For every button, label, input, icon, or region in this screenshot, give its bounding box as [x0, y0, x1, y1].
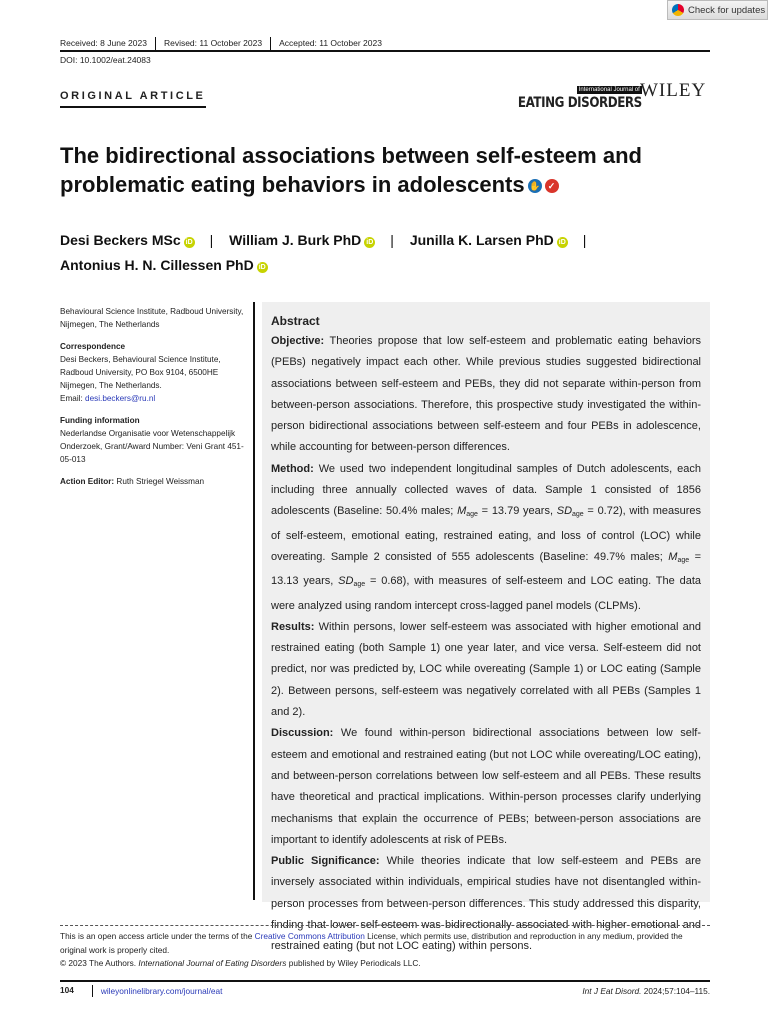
revised-date: Revised: 11 October 2023 — [155, 37, 270, 50]
email-link[interactable]: desi.beckers@ru.nl — [85, 394, 156, 403]
page-number: 104 — [60, 985, 93, 997]
abstract-section-label: Method: — [271, 462, 314, 475]
abstract-section-label: Public Significance: — [271, 855, 380, 868]
copyright-text: © 2023 The Authors. — [60, 958, 139, 968]
journal-url-link[interactable]: wileyonlinelibrary.com/journal/eat — [100, 986, 223, 996]
abstract-text: = 13.13 years, — [271, 550, 702, 588]
abstract-paragraph — [271, 459, 701, 617]
author[interactable]: Junilla K. Larsen PhD — [409, 232, 554, 248]
citation-journal: Int J Eat Disord. — [582, 986, 642, 996]
orcid-icon[interactable]: iD — [185, 239, 193, 246]
copyright-journal: International Journal of Eating Disorders — [138, 958, 287, 968]
abstract-paragraph — [271, 331, 701, 459]
abstract-section-label: Objective: — [271, 335, 325, 347]
abstract-paragraph — [271, 617, 701, 723]
column-divider — [253, 302, 255, 900]
editor-name: Ruth Striegel Weissman — [114, 477, 205, 486]
divider — [60, 925, 710, 926]
funding-heading: Funding information — [60, 416, 140, 425]
title-text: The bidirectional associations between self-esteem and problematic eating behaviors in adolescents — [60, 143, 642, 197]
abstract-text: While theories indicate that low self-esteem and PEBs are inversely associated within individuals, empirical studies have not disentangled within-person processes from between-person differences. This study addressed this disparity, finding that lower self-esteem was bidirectionally associated with higher emotional and restrained eating (but not LOC eating) within persons. — [271, 855, 701, 953]
author-separator: | — [209, 232, 214, 248]
author[interactable]: Antonius H. N. Cillessen PhD — [60, 257, 254, 273]
verified-badge-icon: ✓ — [545, 179, 559, 193]
copyright-text: published by Wiley Periodicals LLC. — [286, 958, 421, 968]
page-footer — [60, 985, 710, 997]
check-for-updates-button[interactable] — [667, 0, 768, 20]
license-text: This is an open access article under the terms of the — [60, 931, 255, 941]
abstract-text: We used two independent longitudinal samples of Dutch adolescents, each including three annually collected waves of data. Sample 1 consisted of 1856 adolescents (Baseline: 50.4% males; — [271, 462, 701, 518]
author[interactable]: William J. Burk PhD — [229, 232, 362, 248]
open-access-badge-icon: ✋ — [528, 181, 541, 192]
license-notice — [60, 930, 710, 971]
abstract-text: = 13.79 years, — [477, 505, 557, 518]
email-label: Email: — [60, 394, 86, 403]
orcid-icon[interactable]: iD — [258, 264, 266, 271]
abstract-text: = 0.68), with measures of self-esteem and LOC eating. The data were analyzed using random intercept cross-lagged panel models (CLPMs). — [271, 575, 702, 612]
journal-logo — [496, 78, 642, 110]
abstract-text: Within persons, lower self-esteem was associated with higher emotional and restrained eating (both Sample 1) one year later, and vice versa. Self-esteem did not predict, nor was predicted by, LOC while overeating (Sample 1) or LOC eating (Sample 2). Between persons, self-esteem was negatively correlated with all PEBs (Samples 1 and 2). — [271, 620, 701, 719]
abstract-text: age — [677, 556, 690, 564]
doi: DOI: 10.1002/eat.24083 — [60, 55, 151, 65]
footer-rule — [60, 980, 710, 982]
abstract-section-label: Results: — [271, 620, 315, 633]
orcid-icon[interactable]: iD — [366, 239, 374, 246]
journal-logo-small: International Journal of — [578, 87, 640, 93]
abstract-text: age — [353, 581, 366, 589]
journal-logo-big: EATING DISORDERS — [517, 95, 642, 111]
abstract-paragraph — [271, 723, 701, 851]
cc-license-link[interactable]: Creative Commons Attribution — [254, 931, 365, 941]
author-separator: | — [582, 232, 587, 248]
correspondence-heading: Correspondence — [60, 342, 126, 351]
funding-text: Nederlandse Organisatie voor Wetenschappelijk Onderzoek, Grant/Award Number: Veni Grant 451-05-013 — [60, 429, 244, 464]
citation — [582, 986, 710, 996]
editor-label: Action Editor: — [60, 477, 115, 486]
author-separator: | — [390, 232, 394, 248]
author[interactable]: Desi Beckers MSc — [60, 232, 181, 248]
orcid-icon[interactable]: iD — [558, 239, 566, 246]
article-info-sidebar — [60, 305, 250, 488]
license-text: License, which permits use, distribution and reproduction in any medium, provided the original work is properly cited. — [60, 931, 683, 955]
abstract-text: = 0.72), with measures of self-esteem, emotional eating, restrained eating, and loss of control (LOC) while overeating. Sample 2 consisted of 555 adolescents (Baseline: 49.7% males; — [271, 505, 701, 563]
abstract-section-label: Discussion: — [271, 727, 334, 740]
abstract-text: M — [668, 550, 678, 563]
article-dates — [60, 37, 710, 52]
affiliation: Behavioural Science Institute, Radboud University, Nijmegen, The Netherlands — [60, 307, 244, 329]
abstract-text: We found within-person bidirectional associations between low self-esteem and emotional and restrained eating (but not LOC while overeating/LOC eating), and between-person correlations between low self-esteem and all PEBs. These results have theoretical and practical implications. Within-person processes clarify underlying mechanisms that explain the occurrence of PEBs; between-person associations are important to identify adolescents at risk of PEBs. — [271, 727, 701, 846]
article-type: ORIGINAL ARTICLE — [60, 90, 206, 108]
abstract-text: SD — [556, 505, 573, 518]
citation-volume: 2024;57:104–115. — [641, 986, 710, 996]
article-title — [60, 141, 700, 199]
abstract-heading: Abstract — [271, 314, 320, 328]
check-updates-label: Check for updates — [688, 4, 766, 16]
author-list — [60, 228, 710, 278]
correspondence-text: Desi Beckers, Behavioural Science Institute, Radboud University, PO Box 9104, 6500HE Nijmegen, The Netherlands. — [60, 355, 221, 390]
crossmark-icon — [672, 4, 684, 16]
publisher-logo: WILEY — [640, 80, 707, 101]
accepted-date: Accepted: 11 October 2023 — [270, 37, 390, 50]
abstract-text: age — [466, 511, 478, 519]
received-date: Received: 8 June 2023 — [60, 38, 147, 48]
abstract-text: Theories propose that low self-esteem and problematic eating behaviors (PEBs) negatively impact each other. While previous studies suggested bidirectional associations between self-esteem and PEBs, they did not separate within-person from between-person associations. Therefore, this prospective study investigated the within-person bidirectional associations between self-esteem and four PEBs in adolescence, while accounting for between-person differences. — [271, 335, 701, 454]
abstract-text: age — [572, 511, 584, 519]
abstract-text: SD — [338, 575, 354, 588]
abstract-text: M — [457, 505, 467, 518]
